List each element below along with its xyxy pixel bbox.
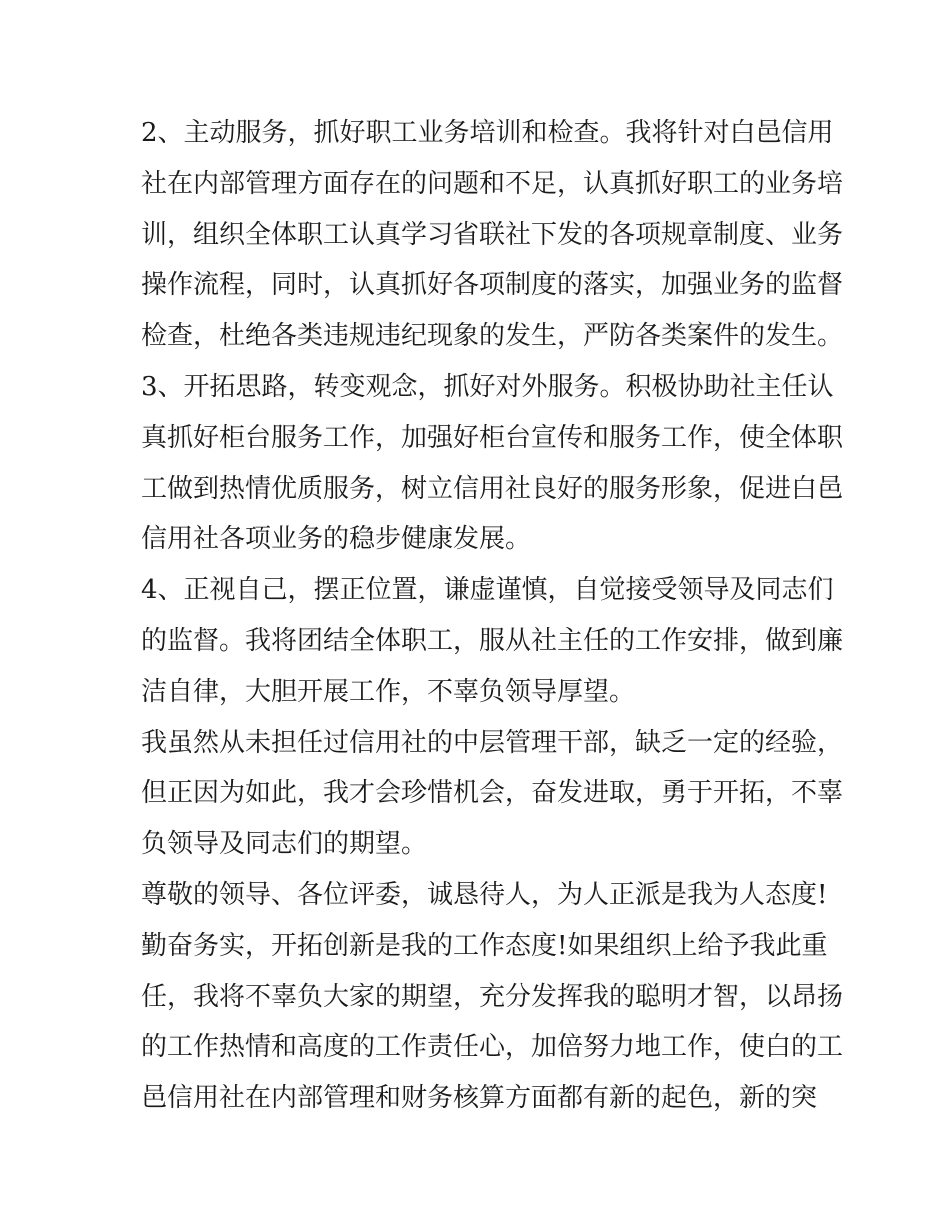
text-line: 负领导及同志们的期望。 xyxy=(141,829,428,860)
text-line: 4、正视自己，摆正位置，谦虚谨慎，自觉接受领导及同志们 xyxy=(141,575,834,606)
text-line: 信用社各项业务的稳步健康发展。 xyxy=(141,524,532,555)
document-body xyxy=(141,108,844,1124)
text-line: 训，组织全体职工认真学习省联社下发的各项规章制度、业务 xyxy=(141,219,844,250)
text-line: 但正因为如此，我才会珍惜机会，奋发进取，勇于开拓，不辜 xyxy=(141,778,844,809)
text-line: 的监督。我将团结全体职工，服从社主任的工作安排，做到廉 xyxy=(141,625,844,656)
text-line: 3、开拓思路，转变观念，抓好对外服务。积极协助社主任认 xyxy=(141,371,834,402)
text-line: 社在内部管理方面存在的问题和不足，认真抓好职工的业务培 xyxy=(141,168,844,199)
text-line: 任，我将不辜负大家的期望，充分发挥我的聪明才智，以昂扬 xyxy=(141,981,844,1012)
text-line: 勤奋务实，开拓创新是我的工作态度!如果组织上给予我此重 xyxy=(141,930,828,961)
text-line: 尊敬的领导、各位评委，诚恳待人，为人正派是我为人态度! xyxy=(141,879,828,910)
text-line: 真抓好柜台服务工作，加强好柜台宣传和服务工作，使全体职 xyxy=(141,422,844,453)
text-line: 操作流程，同时，认真抓好各项制度的落实，加强业务的监督 xyxy=(141,270,844,301)
text-line: 检查，杜绝各类违规违纪现象的发生，严防各类案件的发生。 xyxy=(141,321,844,352)
text-line: 2、主动服务，抓好职工业务培训和检查。我将针对白邑信用 xyxy=(141,118,834,148)
text-line: 我虽然从未担任过信用社的中层管理干部，缺乏一定的经验， xyxy=(141,727,844,758)
text-line: 的工作热情和高度的工作责任心，加倍努力地工作，使白的工 xyxy=(141,1032,844,1063)
text-line: 工做到热情优质服务，树立信用社良好的服务形象，促进白邑 xyxy=(141,473,844,504)
text-line: 邑信用社在内部管理和财务核算方面都有新的起色，新的突 xyxy=(141,1083,818,1114)
text-line: 洁自律，大胆开展工作，不辜负领导厚望。 xyxy=(141,676,636,707)
